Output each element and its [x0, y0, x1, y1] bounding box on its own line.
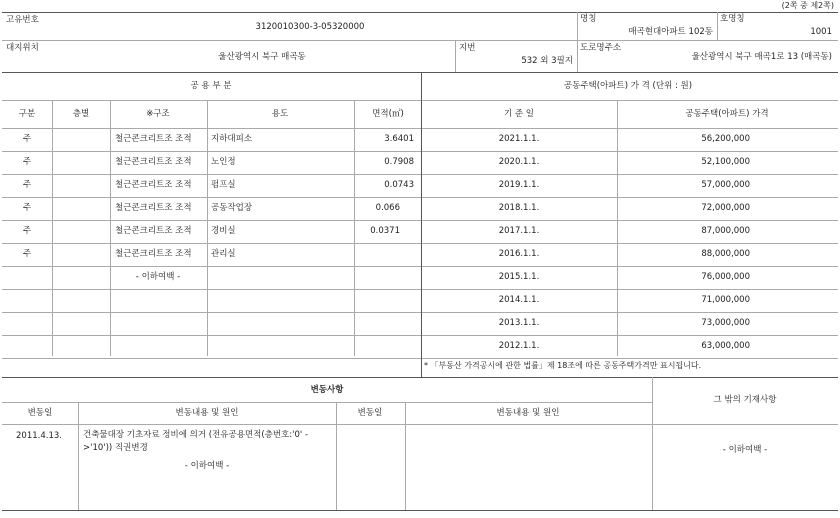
- price-row-value: 72,000,000: [701, 203, 750, 213]
- price-row-date: 2014.1.1.: [498, 295, 540, 305]
- table-row-divider: [2, 358, 838, 359]
- lot-label: 지번: [459, 43, 476, 53]
- common-row-use: 경비실: [211, 226, 236, 236]
- page-indicator: (2쪽 중 제2쪽): [781, 1, 834, 10]
- common-row-structure: 철근콘크리트조 조적: [115, 226, 192, 236]
- price-row-date: 2016.1.1.: [498, 249, 540, 259]
- common-row-kind: 주: [22, 203, 32, 213]
- price-footnote: * 「부동산 가격공시에 관한 법률」제 18조에 따른 공동주택가격만 표시됩니다.: [424, 361, 702, 370]
- changes-col-content: 변동내용 및 원인: [175, 408, 239, 418]
- common-row-use: 관리실: [211, 249, 236, 259]
- common-end-mark: - 이하여백 -: [135, 272, 181, 282]
- common-title: 공 용 부 분: [190, 81, 232, 91]
- common-row-kind: 주: [22, 180, 32, 190]
- common-row-area: 0.0371: [370, 226, 400, 236]
- common-row-area: 0.7908: [384, 157, 414, 167]
- changes-title: 변동사항: [310, 385, 344, 395]
- site-location: 울산광역시 북구 매곡동: [218, 52, 306, 62]
- table-row-divider: [2, 335, 838, 336]
- common-row-kind: 주: [22, 249, 32, 259]
- price-row-value: 76,000,000: [701, 272, 750, 282]
- building-name: 매곡현대아파트 102동: [628, 27, 713, 37]
- price-row-value: 57,000,000: [701, 180, 750, 190]
- price-row-value: 56,200,000: [701, 134, 750, 144]
- common-row-kind: 주: [22, 134, 32, 144]
- site-label: 대지위치: [6, 43, 39, 53]
- price-row-date: 2019.1.1.: [498, 180, 540, 190]
- price-row-value: 52,100,000: [701, 157, 750, 167]
- unit-name: 1001: [810, 27, 832, 37]
- unit-label: 호명칭: [720, 14, 745, 24]
- common-row-structure: 철근콘크리트조 조적: [115, 180, 192, 190]
- lot-number: 532 외 3필지: [521, 56, 573, 66]
- common-row-area: 0.066: [375, 203, 400, 213]
- change-date: 2011.4.13.: [16, 431, 62, 441]
- common-row-structure: 철근콘크리트조 조적: [115, 249, 192, 259]
- common-row-structure: 철근콘크리트조 조적: [115, 134, 192, 144]
- table-row-divider: [2, 197, 838, 198]
- unique-no: 3120010300-3-05320000: [255, 22, 365, 32]
- common-row-structure: 철근콘크리트조 조적: [115, 157, 192, 167]
- table-row-divider: [2, 266, 838, 267]
- common-row-use: 지하대피소: [211, 134, 253, 144]
- col-header-area: 면적(㎡): [372, 109, 404, 119]
- common-row-area: 3.6401: [384, 134, 414, 144]
- common-row-use: 노인정: [211, 157, 236, 167]
- table-row-divider: [2, 312, 838, 313]
- road-address: 울산광역시 북구 매곡1로 13 (매곡동): [691, 52, 832, 62]
- price-title: 공동주택(아파트) 가 격 (단위 : 원): [563, 81, 693, 91]
- table-row-divider: [2, 243, 838, 244]
- other-end-mark: - 이하여백 -: [722, 445, 768, 455]
- price-row-date: 2021.1.1.: [498, 134, 540, 144]
- col-header-price: 공동주택(아파트) 가격: [685, 109, 769, 119]
- table-row-divider: [2, 289, 838, 290]
- common-row-area: 0.0743: [384, 180, 414, 190]
- price-row-date: 2020.1.1.: [498, 157, 540, 167]
- price-row-value: 63,000,000: [701, 341, 750, 351]
- common-row-use: 공동작업장: [211, 203, 253, 213]
- road-label: 도로명주소: [580, 43, 622, 53]
- unique-no-label: 고유번호: [6, 15, 39, 25]
- price-row-value: 73,000,000: [701, 318, 750, 328]
- price-row-date: 2018.1.1.: [498, 203, 540, 213]
- table-row-divider: [2, 151, 838, 152]
- price-row-date: 2012.1.1.: [498, 341, 540, 351]
- name-label: 명칭: [580, 14, 597, 24]
- price-row-date: 2015.1.1.: [498, 272, 540, 282]
- price-row-value: 88,000,000: [701, 249, 750, 259]
- table-row-divider: [2, 174, 838, 175]
- change-content: 건축물대장 기초자료 정비에 의거 (전유공용면적(층번호:'0' ->'10')) 직권변경: [83, 430, 309, 453]
- price-row-value: 71,000,000: [701, 295, 750, 305]
- col-header-kind: 구분: [18, 109, 36, 119]
- col-header-floor: 층별: [72, 109, 90, 119]
- table-row-divider: [2, 220, 838, 221]
- common-row-use: 펌프실: [211, 180, 236, 190]
- col-header-date: 기 준 일: [503, 109, 535, 119]
- price-row-date: 2017.1.1.: [498, 226, 540, 236]
- common-row-kind: 주: [22, 226, 32, 236]
- changes-col-content-2: 변동내용 및 원인: [496, 408, 560, 418]
- other-title: 그 밖의 기재사항: [713, 395, 777, 405]
- col-header-structure: ※구조: [146, 109, 170, 119]
- price-row-value: 87,000,000: [701, 226, 750, 236]
- changes-col-date: 변동일: [27, 408, 53, 418]
- common-row-structure: 철근콘크리트조 조적: [115, 203, 192, 213]
- col-header-use: 용도: [271, 109, 289, 119]
- common-row-kind: 주: [22, 157, 32, 167]
- changes-col-date-2: 변동일: [357, 408, 383, 418]
- changes-end-mark: - 이하여백 -: [184, 461, 230, 471]
- price-row-date: 2013.1.1.: [498, 318, 540, 328]
